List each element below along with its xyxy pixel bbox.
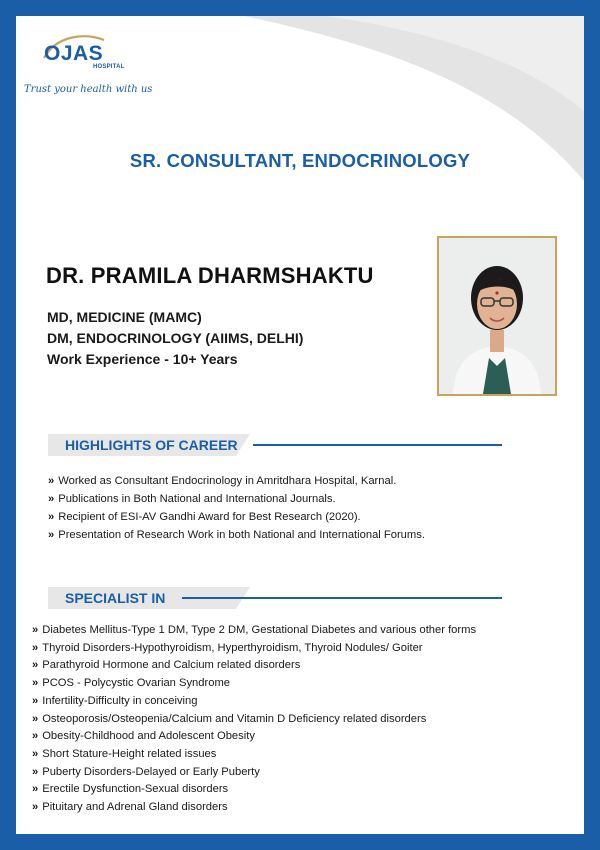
bullet-icon: » bbox=[48, 529, 55, 541]
work-experience: Work Experience - 10+ Years bbox=[47, 351, 238, 367]
bullet-icon: » bbox=[32, 712, 39, 725]
list-item: » Parathyroid Hormone and Calcium related disorders bbox=[32, 659, 301, 672]
bullet-icon: » bbox=[32, 659, 39, 672]
list-item: » Obesity-Childhood and Adolescent Obesity bbox=[32, 730, 255, 743]
bullet-icon: » bbox=[32, 801, 39, 814]
list-item: » Erectile Dysfunction-Sexual disorders bbox=[32, 783, 229, 796]
list-item: » Short Stature-Height related issues bbox=[32, 747, 217, 760]
hospital-logo bbox=[16, 16, 166, 98]
logo-tagline: Trust your health with us bbox=[24, 84, 153, 95]
list-item: » Publications in Both National and International Journals. bbox=[48, 493, 336, 505]
qualification-1: MD, MEDICINE (MAMC) bbox=[47, 309, 202, 325]
doctor-photo bbox=[437, 236, 557, 396]
list-item: » Diabetes Mellitus-Type 1 DM, Type 2 DM, Gestational Diabetes and various other forms bbox=[32, 624, 477, 636]
bullet-icon: » bbox=[32, 747, 39, 760]
doctor-portrait-icon bbox=[439, 238, 555, 394]
bullet-icon: » bbox=[48, 511, 55, 523]
list-item: » Puberty Disorders-Delayed or Early Puberty bbox=[32, 765, 260, 778]
specialist-divider bbox=[182, 597, 502, 599]
highlights-list bbox=[48, 472, 425, 544]
list-item: » PCOS - Polycystic Ovarian Syndrome bbox=[32, 677, 230, 690]
bullet-icon: » bbox=[32, 641, 39, 654]
list-item: » Presentation of Research Work in both National and International Forums. bbox=[48, 529, 425, 541]
specialist-list bbox=[32, 622, 476, 817]
list-item: » Recipient of ESI-AV Gandhi Award for Best Research (2020). bbox=[48, 511, 361, 523]
bullet-icon: » bbox=[32, 730, 39, 743]
list-item: » Pituitary and Adrenal Gland disorders bbox=[32, 801, 228, 814]
list-item: » Worked as Consultant Endocrinology in Amritdhara Hospital, Karnal. bbox=[48, 475, 397, 487]
bullet-icon: » bbox=[48, 493, 55, 505]
list-item: » Thyroid Disorders-Hypothyroidism, Hyperthyroidism, Thyroid Nodules/ Goiter bbox=[32, 641, 423, 654]
doctor-name: DR. PRAMILA DHARMSHAKTU bbox=[46, 263, 374, 288]
highlights-heading bbox=[48, 434, 250, 456]
highlights-divider bbox=[253, 444, 502, 446]
highlights-title: HIGHLIGHTS OF CAREER bbox=[65, 437, 238, 453]
bullet-icon: » bbox=[32, 765, 39, 778]
department-title: SR. CONSULTANT, ENDOCRINOLOGY bbox=[129, 150, 471, 171]
list-item: » Infertility-Difficulty in conceiving bbox=[32, 694, 198, 707]
logo-sub: HOSPITAL bbox=[93, 64, 125, 70]
list-item: » Osteoporosis/Osteopenia/Calcium and Vitamin D Deficiency related disorders bbox=[32, 712, 427, 725]
bullet-icon: » bbox=[48, 475, 55, 487]
qualification-2: DM, ENDOCRINOLOGY (AIIMS, DELHI) bbox=[47, 330, 304, 346]
bullet-icon: » bbox=[32, 783, 39, 796]
bullet-icon: » bbox=[32, 677, 39, 690]
logo-name: OJAS bbox=[44, 42, 104, 65]
profile-card bbox=[16, 16, 584, 834]
bullet-icon: » bbox=[32, 694, 39, 707]
specialist-title: SPECIALIST IN bbox=[65, 590, 166, 606]
bullet-icon: » bbox=[32, 624, 39, 636]
